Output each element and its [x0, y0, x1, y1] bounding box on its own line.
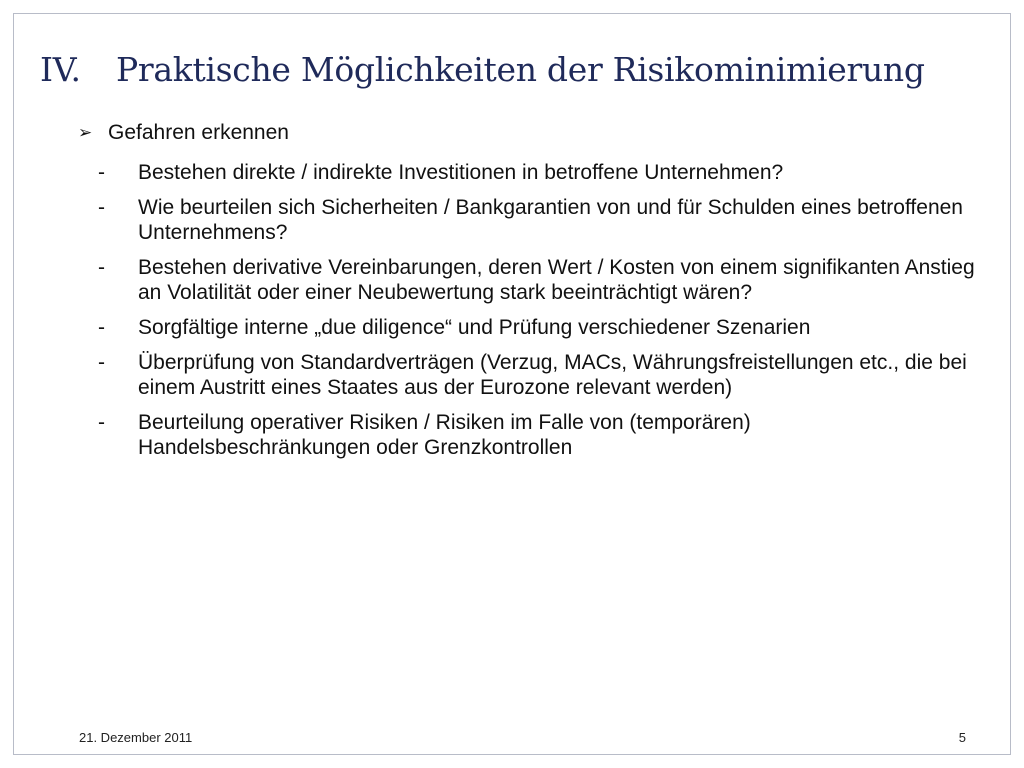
title-text: Praktische Möglichkeiten der Risikominimierung — [116, 50, 925, 89]
list-item — [98, 410, 978, 460]
list-item-text: Beurteilung operativer Risiken / Risiken im Falle von (temporären) Handelsbeschränkungen oder Grenzkontrollen — [138, 411, 751, 459]
dash-bullet: - — [98, 316, 105, 339]
main-bullet-text: Gefahren erkennen — [108, 121, 289, 144]
list-item — [98, 255, 978, 305]
page-number: 5 — [958, 730, 966, 745]
list-item-text: Sorgfältige interne „due diligence“ und Prüfung verschiedener Szenarien — [138, 316, 811, 339]
list-item — [98, 195, 978, 245]
dash-bullet: - — [98, 411, 105, 434]
list-item-text: Bestehen derivative Vereinbarungen, deren Wert / Kosten von einem signifikanten Anstieg an Volatilität oder einer Neubewertung stark beeinträchtigt wären? — [138, 256, 975, 304]
list-item — [98, 160, 978, 185]
list-item-text: Bestehen direkte / indirekte Investitionen in betroffene Unternehmen? — [138, 161, 784, 184]
main-bullet — [78, 121, 289, 145]
dash-bullet: - — [98, 196, 105, 219]
dash-bullet: - — [98, 351, 105, 374]
arrow-bullet-icon: ➢ — [78, 123, 93, 143]
sub-bullet-list — [98, 160, 978, 470]
dash-bullet: - — [98, 256, 105, 279]
list-item-text: Wie beurteilen sich Sicherheiten / Bankgarantien von und für Schulden eines betroffenen Unternehmens? — [138, 196, 963, 244]
list-item — [98, 315, 978, 340]
footer-date: 21. Dezember 2011 — [79, 730, 193, 745]
list-item-text: Überprüfung von Standardverträgen (Verzug, MACs, Währungsfreistellungen etc., die bei einem Austritt eines Staates aus der Eurozone relevant werden) — [138, 351, 967, 399]
dash-bullet: - — [98, 161, 105, 184]
list-item — [98, 350, 978, 400]
title-number: IV. — [40, 50, 81, 89]
slide-title — [40, 50, 925, 89]
